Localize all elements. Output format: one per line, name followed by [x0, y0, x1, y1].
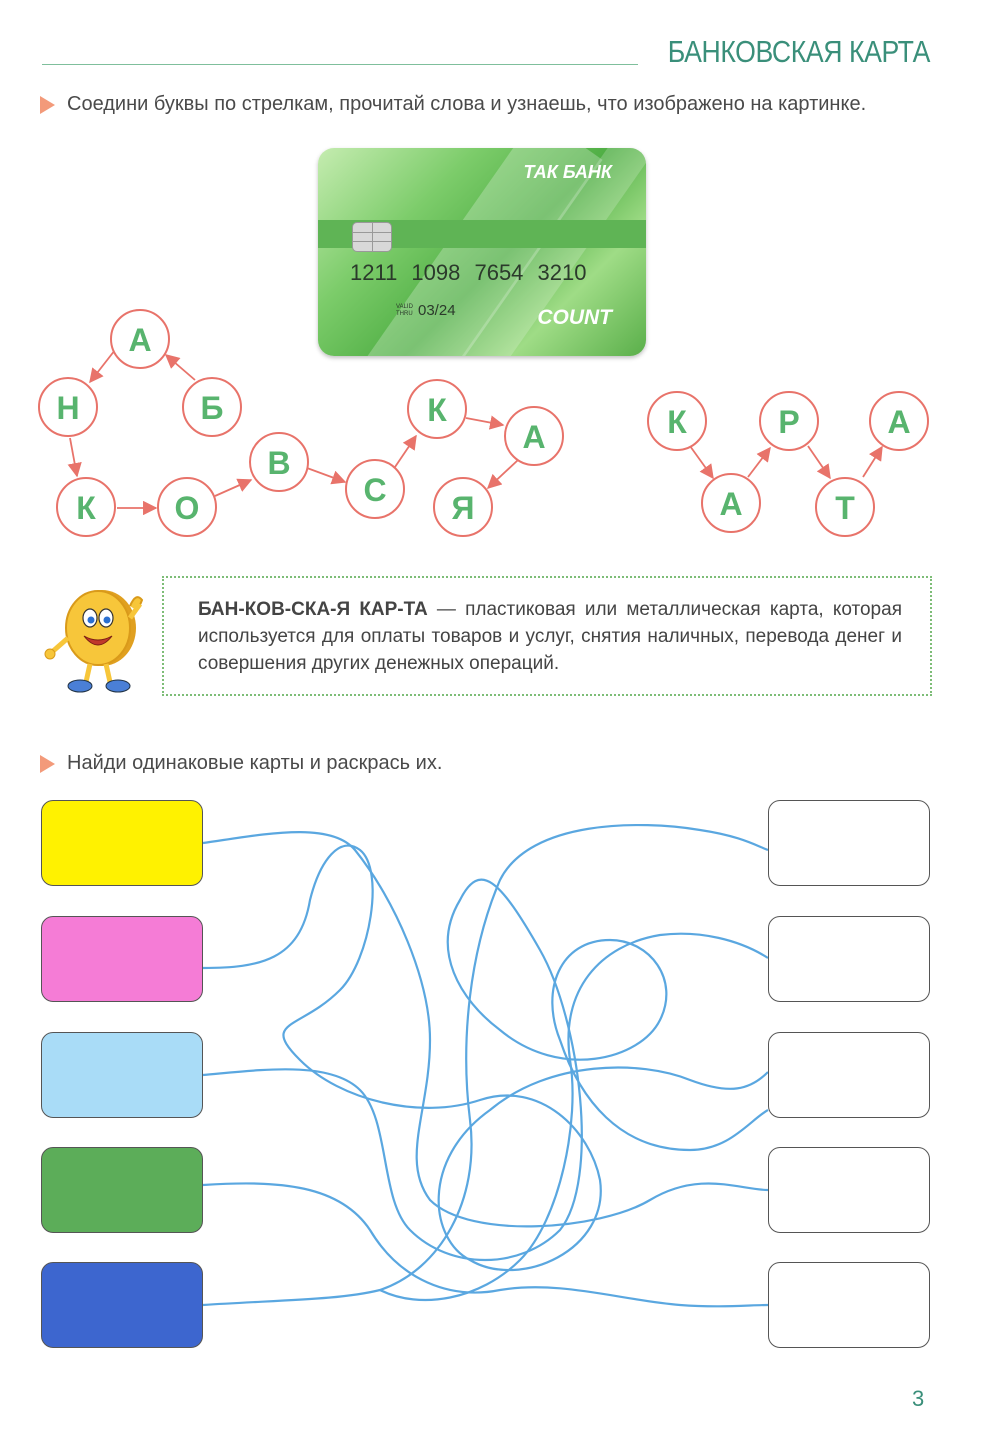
blank-card[interactable]: [768, 800, 930, 886]
color-card-light-blue[interactable]: [41, 1032, 203, 1118]
blank-card[interactable]: [768, 1147, 930, 1233]
color-card-yellow[interactable]: [41, 800, 203, 886]
puzzle-letter: О: [174, 490, 200, 526]
puzzle-letter: А: [719, 486, 743, 522]
color-card-pink[interactable]: [41, 916, 203, 1002]
definition-text: — пластиковая или металлическая карта, которая используется для оплаты товаров и услуг, снятия наличных, перевода денег и совершения других денежных операций.: [198, 599, 902, 674]
puzzle-letter: А: [522, 419, 546, 455]
puzzle-letter: Т: [835, 490, 855, 526]
puzzle-letter: Н: [56, 390, 80, 426]
task-2-text: Найди одинаковые карты и раскрась их.: [67, 752, 443, 774]
color-card-blue[interactable]: [41, 1262, 203, 1348]
puzzle-letter: К: [76, 490, 96, 526]
card-expiry: 03/24: [418, 302, 456, 319]
puzzle-letter: В: [267, 445, 291, 481]
puzzle-letter: К: [427, 392, 447, 428]
page-title: БАНКОВСКАЯ КАРТА: [667, 34, 930, 69]
card-bank-name: ТАК БАНК: [523, 162, 612, 182]
page-number: 3: [912, 1386, 925, 1411]
puzzle-letter: А: [887, 404, 911, 440]
valid-label-2: THRU: [396, 311, 413, 317]
puzzle-letter: Р: [778, 404, 800, 440]
puzzle-letter: Б: [200, 390, 224, 426]
card-brand: COUNT: [537, 306, 612, 329]
color-card-green[interactable]: [41, 1147, 203, 1233]
puzzle-letter: К: [667, 404, 687, 440]
task-1-text: Соедини буквы по стрелкам, прочитай слова и узнаешь, что изображено на картинке.: [67, 93, 867, 115]
definition-term: БАН-КОВ-СКА-Я КАР-ТА: [198, 599, 428, 620]
puzzle-letter: С: [363, 472, 387, 508]
blank-card[interactable]: [768, 1032, 930, 1118]
blank-card[interactable]: [768, 1262, 930, 1348]
blank-card[interactable]: [768, 916, 930, 1002]
puzzle-letter: А: [128, 322, 152, 358]
valid-label-1: VALID: [396, 304, 413, 310]
card-number: 1211 1098 7654 3210: [350, 260, 587, 285]
puzzle-letter: Я: [451, 490, 475, 526]
